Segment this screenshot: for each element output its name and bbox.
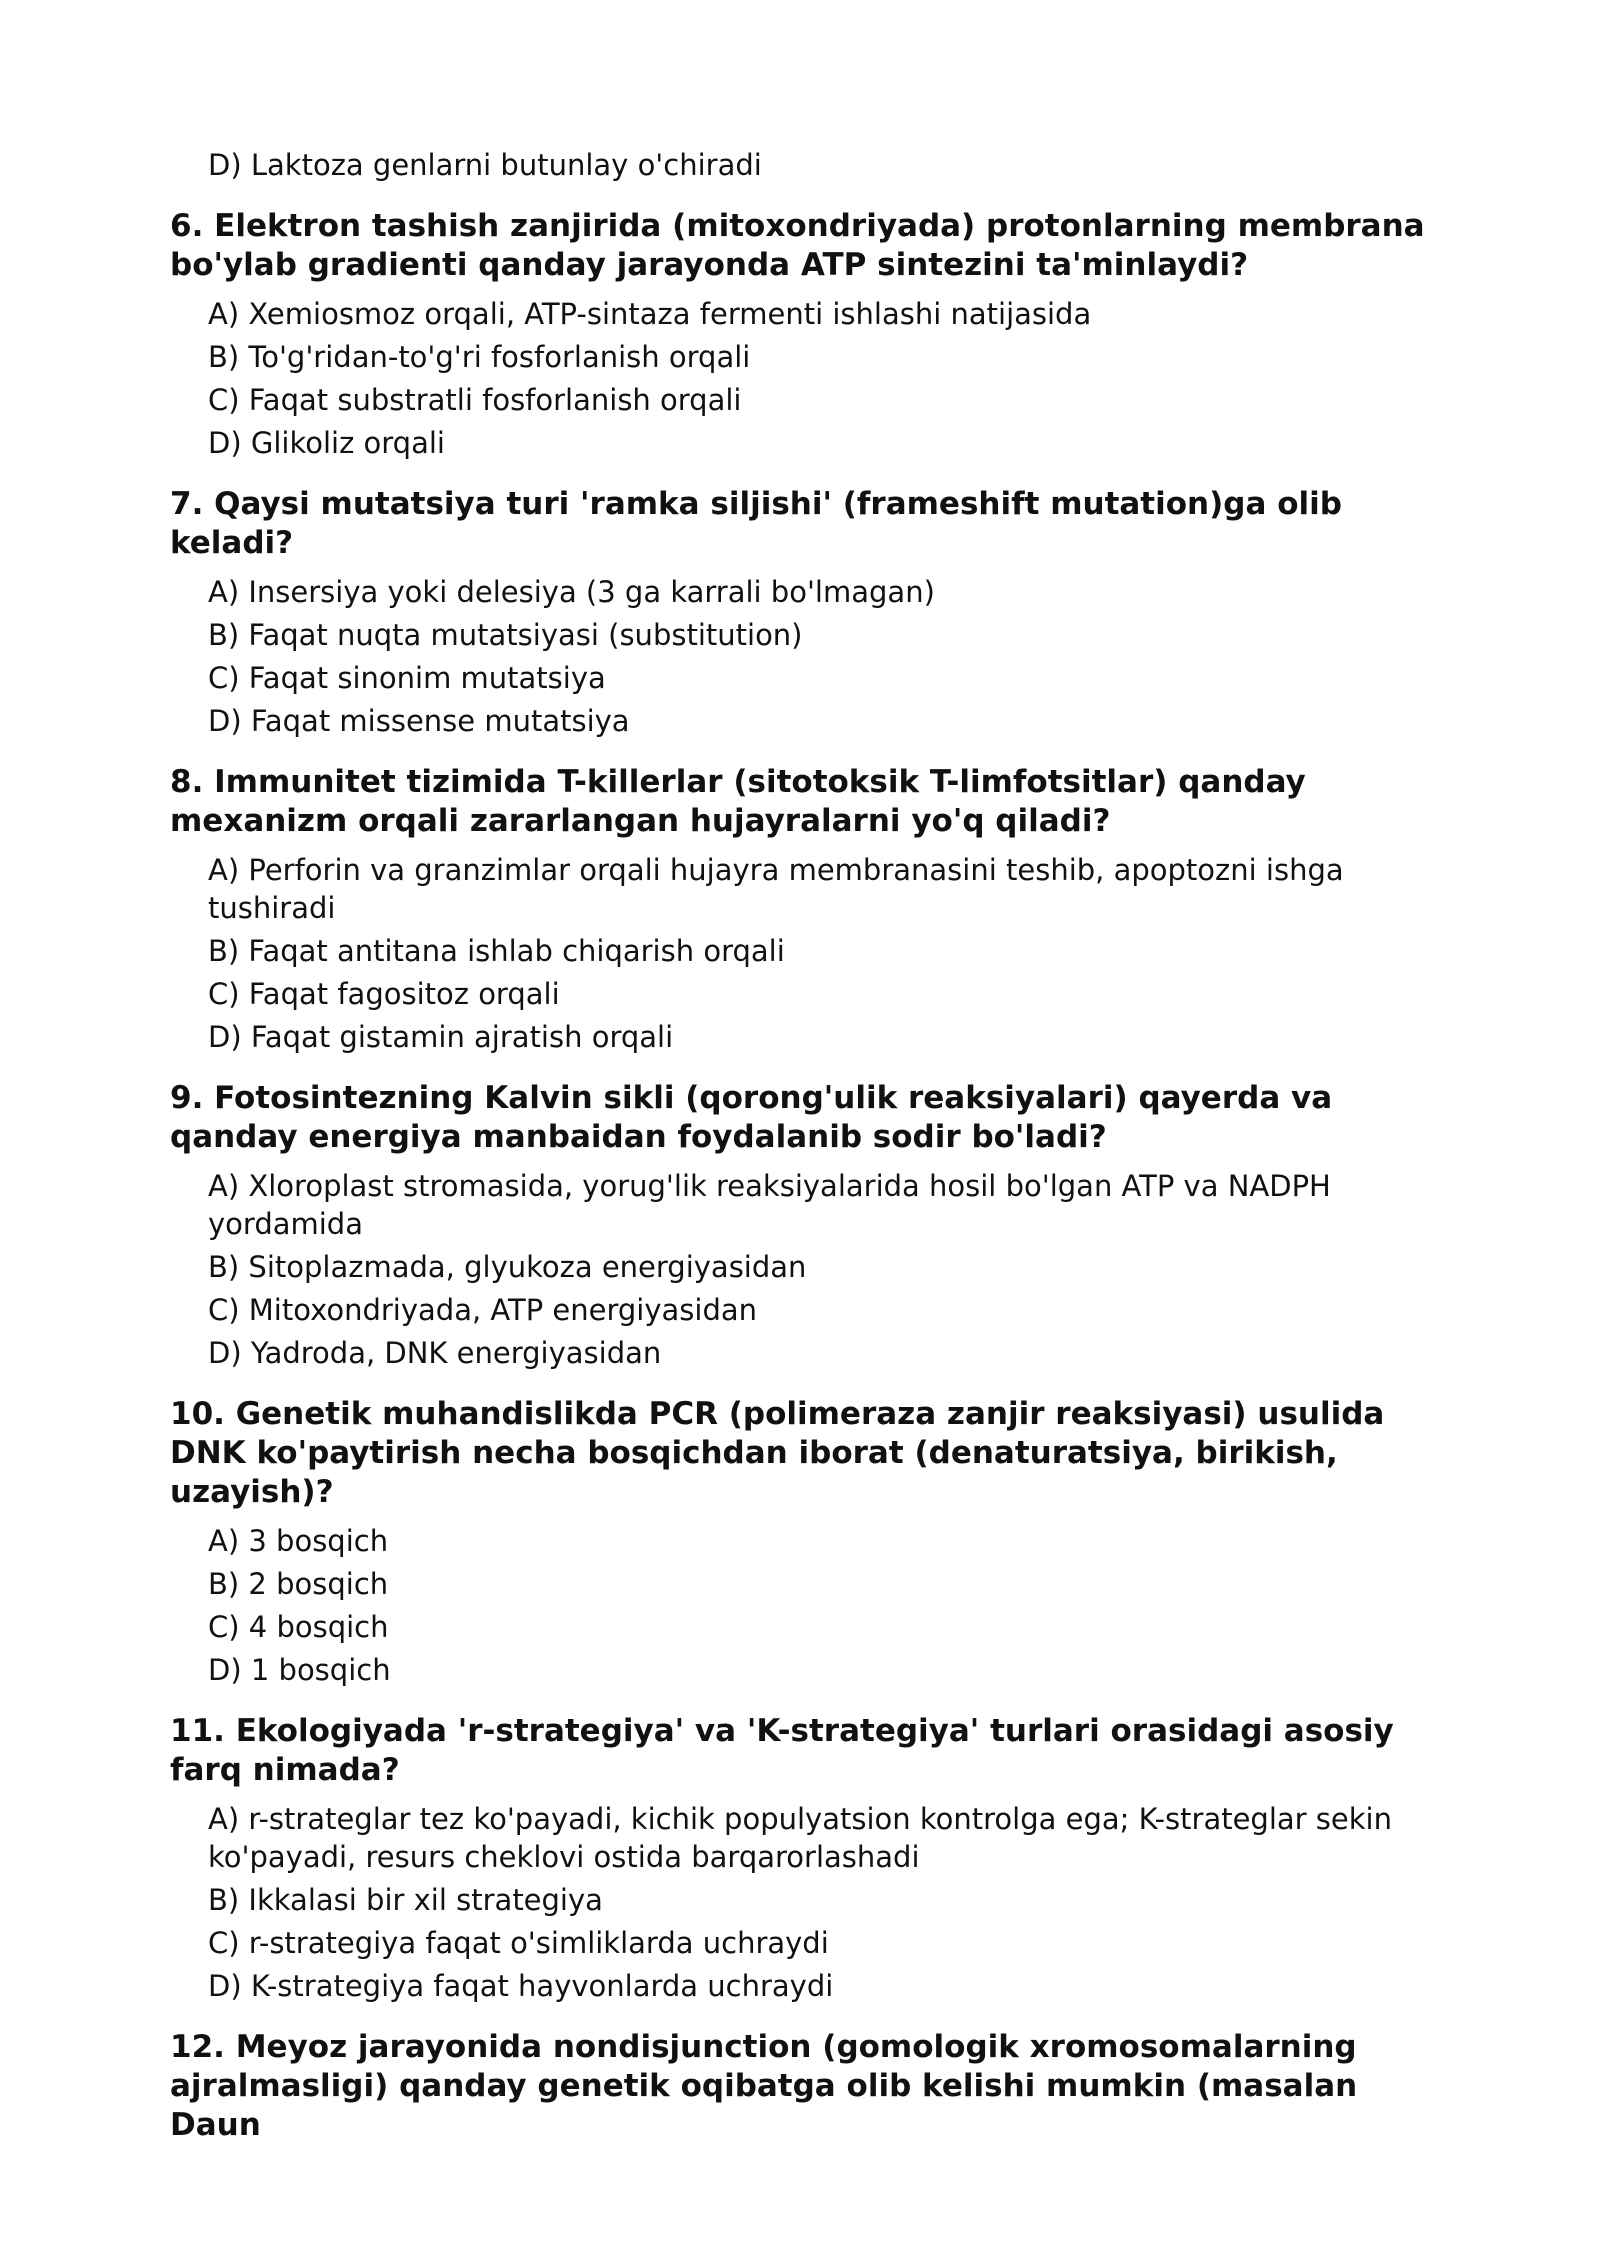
question-9: [170, 1079, 1450, 1372]
answer-option-c: C) Faqat sinonim mutatsiya: [208, 661, 606, 695]
answer-option-d: D) Yadroda, DNK energiyasidan: [208, 1336, 662, 1370]
answer-option-a: A) r-strateglar tez ko'payadi, kichik populyatsion kontrolga ega; K-strateglar sekin ko'payadi, resurs cheklovi ostida barqarorlashadi: [208, 1802, 1392, 1874]
answer-option-a: A) Insersiya yoki delesiya (3 ga karrali bo'lmagan): [208, 575, 935, 609]
answer-option-b: B) Faqat antitana ishlab chiqarish orqali: [208, 934, 785, 968]
answer-option-a: A) Xemiosmoz orqali, ATP-sintaza fermenti ishlashi natijasida: [208, 297, 1092, 331]
answer-option-b: B) Ikkalasi bir xil strategiya: [208, 1883, 603, 1917]
answer-option-c: C) 4 bosqich: [208, 1610, 389, 1644]
question-title: 7. Qaysi mutatsiya turi 'ramka siljishi' (frameshift mutation)ga olib keladi?: [170, 486, 1342, 561]
question-11: [170, 1712, 1450, 2005]
question-title: 11. Ekologiyada 'r-strategiya' va 'K-strategiya' turlari orasidagi asosiy farq nimada?: [170, 1713, 1394, 1788]
question-7: [170, 485, 1450, 740]
question-title: 8. Immunitet tizimida T-killerlar (sitotoksik T-limfotsitlar) qanday mexanizm orqali zararlangan hujayralarni yo'q qiladi?: [170, 764, 1306, 839]
answer-option-c: C) Mitoxondriyada, ATP energiyasidan: [208, 1293, 758, 1327]
question-title: 6. Elektron tashish zanjirida (mitoxondriyada) protonlarning membrana bo'ylab gradienti qanday jarayonda ATP sintezini ta'minlaydi?: [170, 208, 1425, 283]
answer-option-d: D) K-strategiya faqat hayvonlarda uchraydi: [208, 1969, 834, 2003]
answer-option: D) Laktoza genlarni butunlay o'chiradi: [208, 148, 762, 182]
question-12: [170, 2028, 1450, 2145]
answer-option-d: D) Glikoliz orqali: [208, 426, 445, 460]
answer-option-a: A) 3 bosqich: [208, 1524, 389, 1558]
question-title: 12. Meyoz jarayonida nondisjunction (gomologik xromosomalarning ajralmasligi) qanday genetik oqibatga olib kelishi mumkin (masalan Daun: [170, 2029, 1358, 2143]
answer-option-b: B) 2 bosqich: [208, 1567, 389, 1601]
answer-option-c: C) Faqat fagositoz orqali: [208, 977, 560, 1011]
answer-option-d: D) 1 bosqich: [208, 1653, 391, 1687]
question-10: [170, 1395, 1450, 1689]
answer-option-d: D) Faqat missense mutatsiya: [208, 704, 630, 738]
question-8: [170, 763, 1450, 1056]
question-6: [170, 207, 1450, 462]
answer-option-c: C) r-strategiya faqat o'simliklarda uchraydi: [208, 1926, 829, 1960]
answer-option-b: B) Sitoplazmada, glyukoza energiyasidan: [208, 1250, 807, 1284]
answer-option-a: A) Perforin va granzimlar orqali hujayra membranasini teshib, apoptozni ishga tushiradi: [208, 853, 1344, 925]
answer-option-b: B) Faqat nuqta mutatsiyasi (substitution): [208, 618, 803, 652]
answer-option-d: D) Faqat gistamin ajratish orqali: [208, 1020, 674, 1054]
answer-option-c: C) Faqat substratli fosforlanish orqali: [208, 383, 742, 417]
question-title: 10. Genetik muhandislikda PCR (polimeraza zanjir reaksiyasi) usulida DNK ko'paytirish necha bosqichdan iborat (denaturatsiya, birikish, uzayish)?: [170, 1396, 1385, 1510]
answer-option-b: B) To'g'ridan-to'g'ri fosforlanish orqali: [208, 340, 751, 374]
question-title: 9. Fotosintezning Kalvin sikli (qorong'ulik reaksiyalari) qayerda va qanday energiya manbaidan foydalanib sodir bo'ladi?: [170, 1080, 1333, 1155]
answer-option-a: A) Xloroplast stromasida, yorug'lik reaksiyalarida hosil bo'lgan ATP va NADPH yordamida: [208, 1169, 1331, 1241]
document-content: [170, 146, 1450, 2155]
